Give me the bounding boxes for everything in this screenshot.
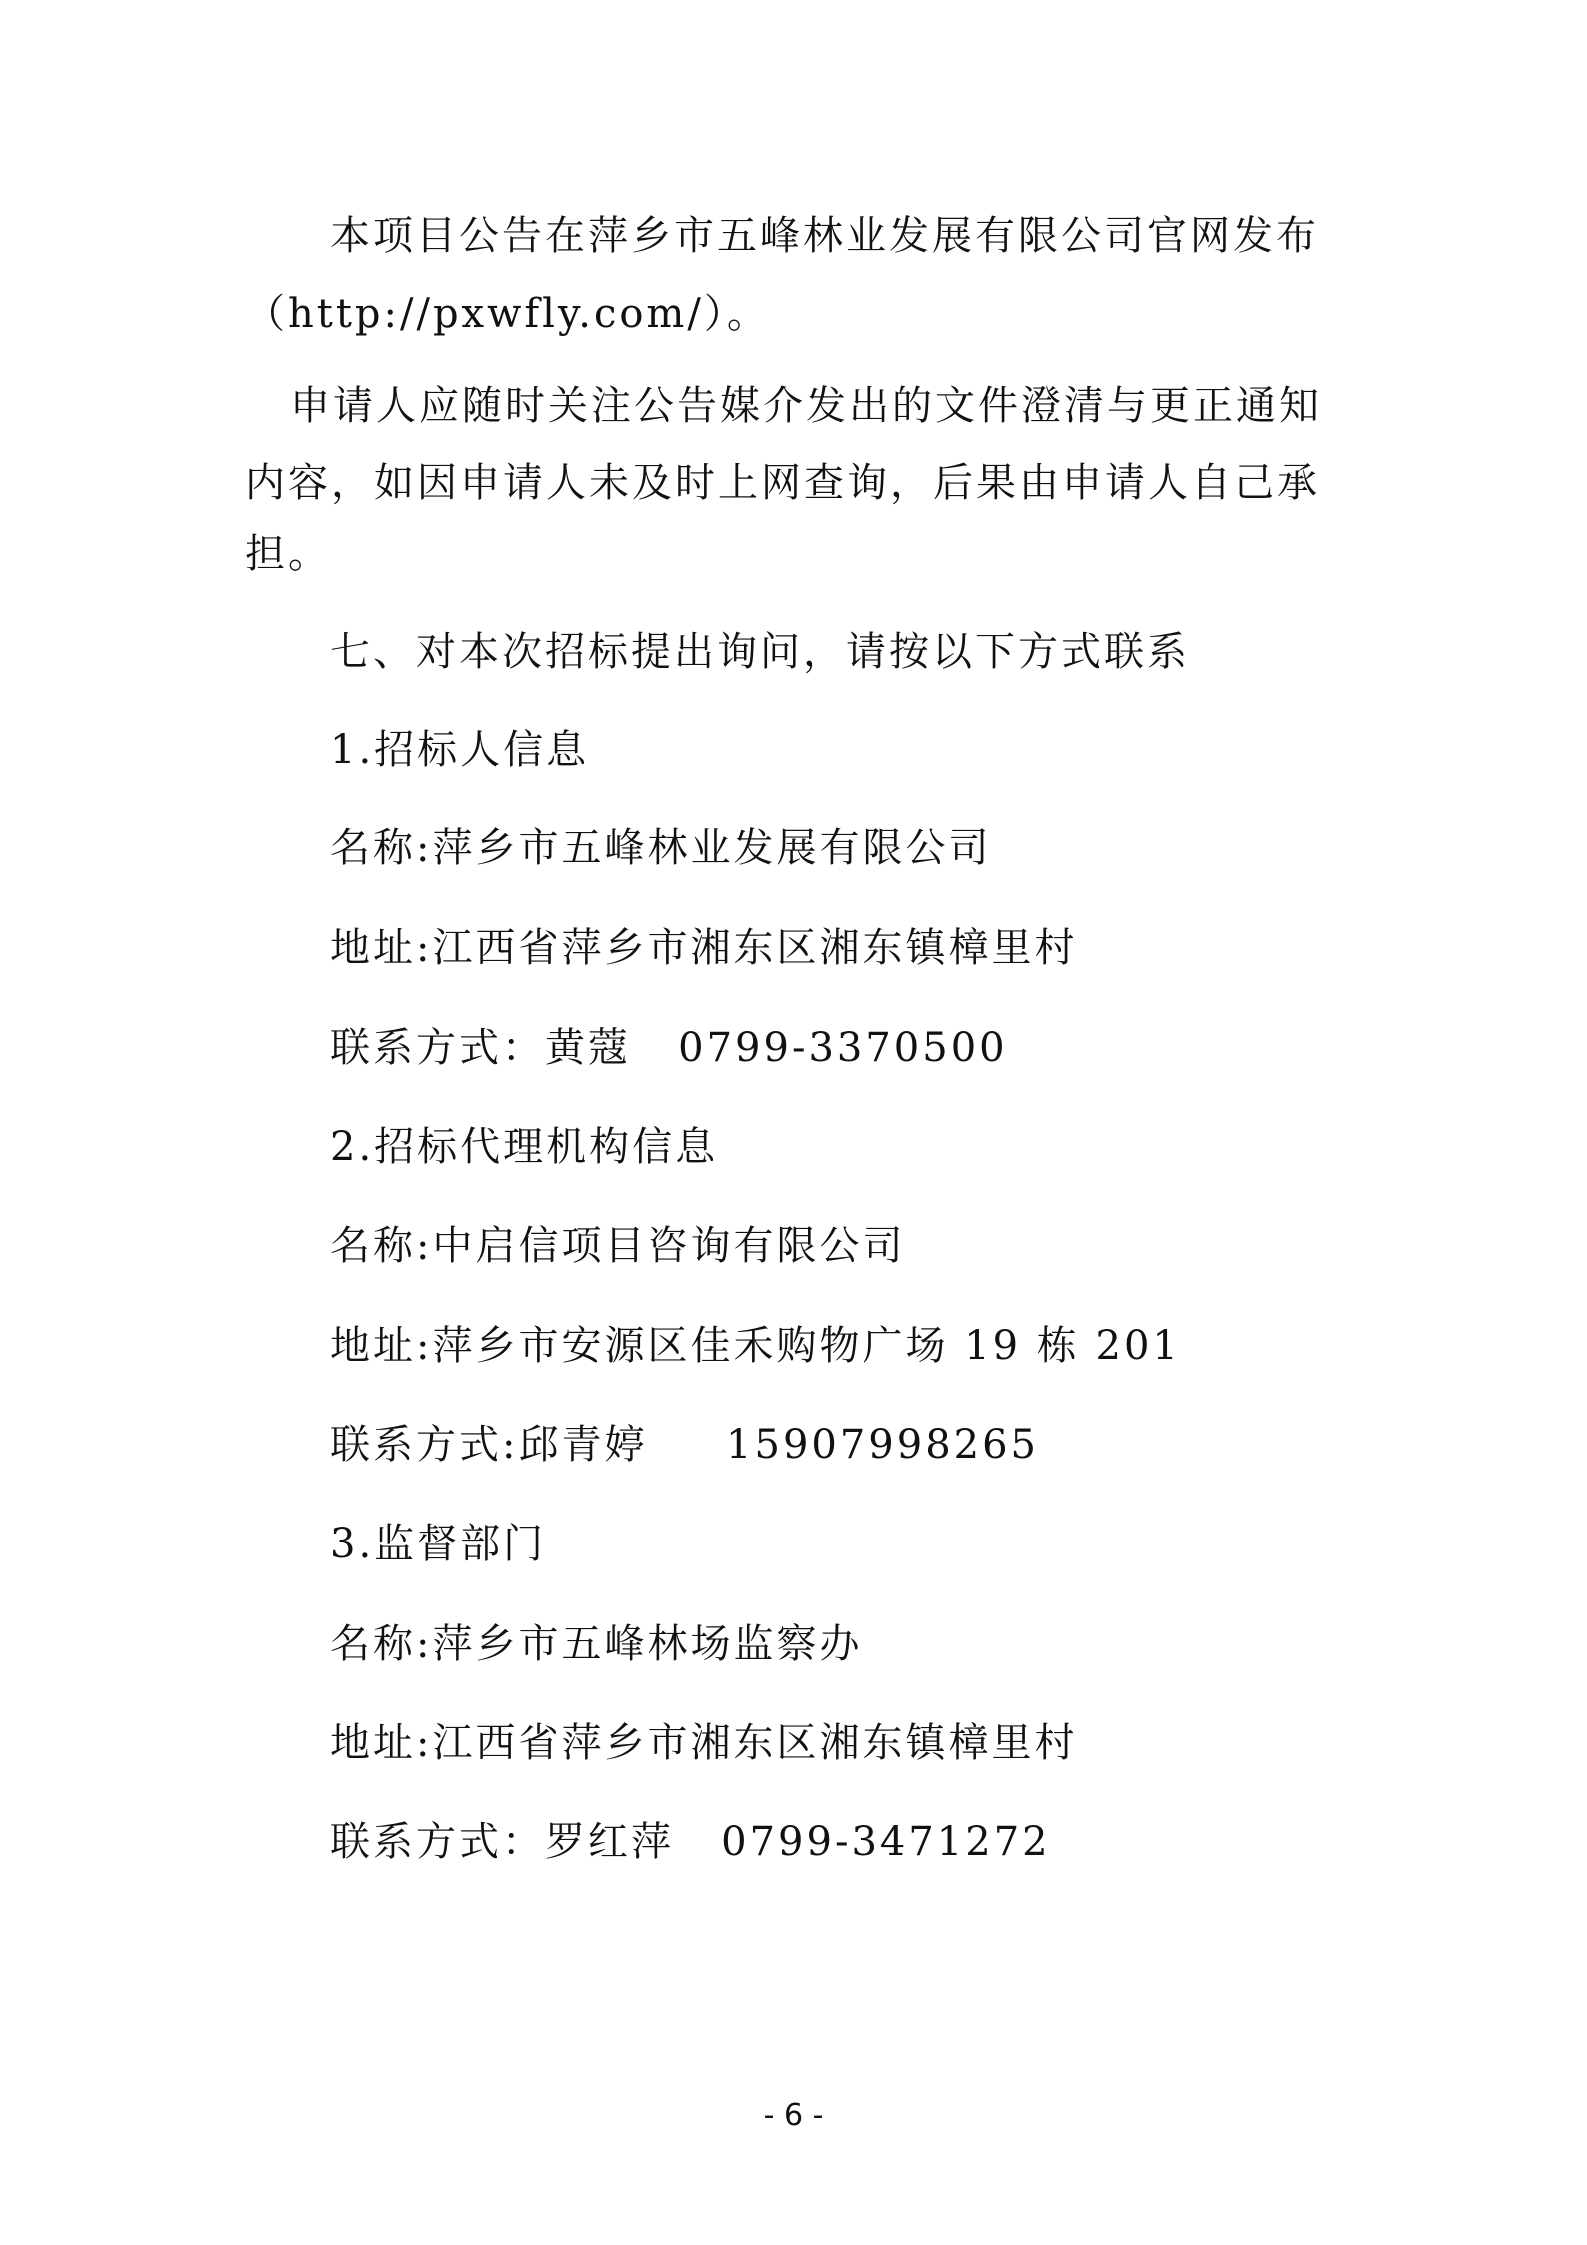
announcement-text-line1: 本项目公告在萍乡市五峰林业发展有限公司官网发布 [330, 213, 1319, 259]
announcement-url-line: （http://pxwfly.com/）。 [245, 291, 770, 337]
tenderer-contact: 联系方式：黄蔻 0799-3370500 [330, 1025, 1008, 1071]
notice-text-line3: 担。 [245, 531, 331, 577]
tenderer-address: 地址:江西省萍乡市湘东区湘东镇樟里村 [330, 925, 1078, 971]
agency-name: 名称:中启信项目咨询有限公司 [330, 1223, 906, 1269]
agency-address: 地址:萍乡市安源区佳禾购物广场 19 栋 201 [330, 1323, 1181, 1369]
section-heading: 七、对本次招标提出询问，请按以下方式联系 [330, 629, 1190, 675]
notice-text-line1: 申请人应随时关注公告媒介发出的文件澄清与更正通知 [290, 383, 1322, 429]
supervision-contact: 联系方式：罗红萍 0799-3471272 [330, 1819, 1051, 1865]
supervision-name: 名称:萍乡市五峰林场监察办 [330, 1621, 863, 1667]
supervision-address: 地址:江西省萍乡市湘东区湘东镇樟里村 [330, 1720, 1078, 1766]
agency-heading: 2.招标代理机构信息 [330, 1124, 719, 1170]
tenderer-name: 名称:萍乡市五峰林业发展有限公司 [330, 825, 992, 871]
notice-text-line2: 内容，如因申请人未及时上网查询，后果由申请人自己承 [245, 460, 1320, 506]
supervision-heading: 3.监督部门 [330, 1521, 547, 1567]
page-number: - 6 - [763, 2098, 824, 2133]
tenderer-heading: 1.招标人信息 [330, 727, 590, 773]
agency-contact: 联系方式:邱青婷 15907998265 [330, 1422, 1039, 1468]
